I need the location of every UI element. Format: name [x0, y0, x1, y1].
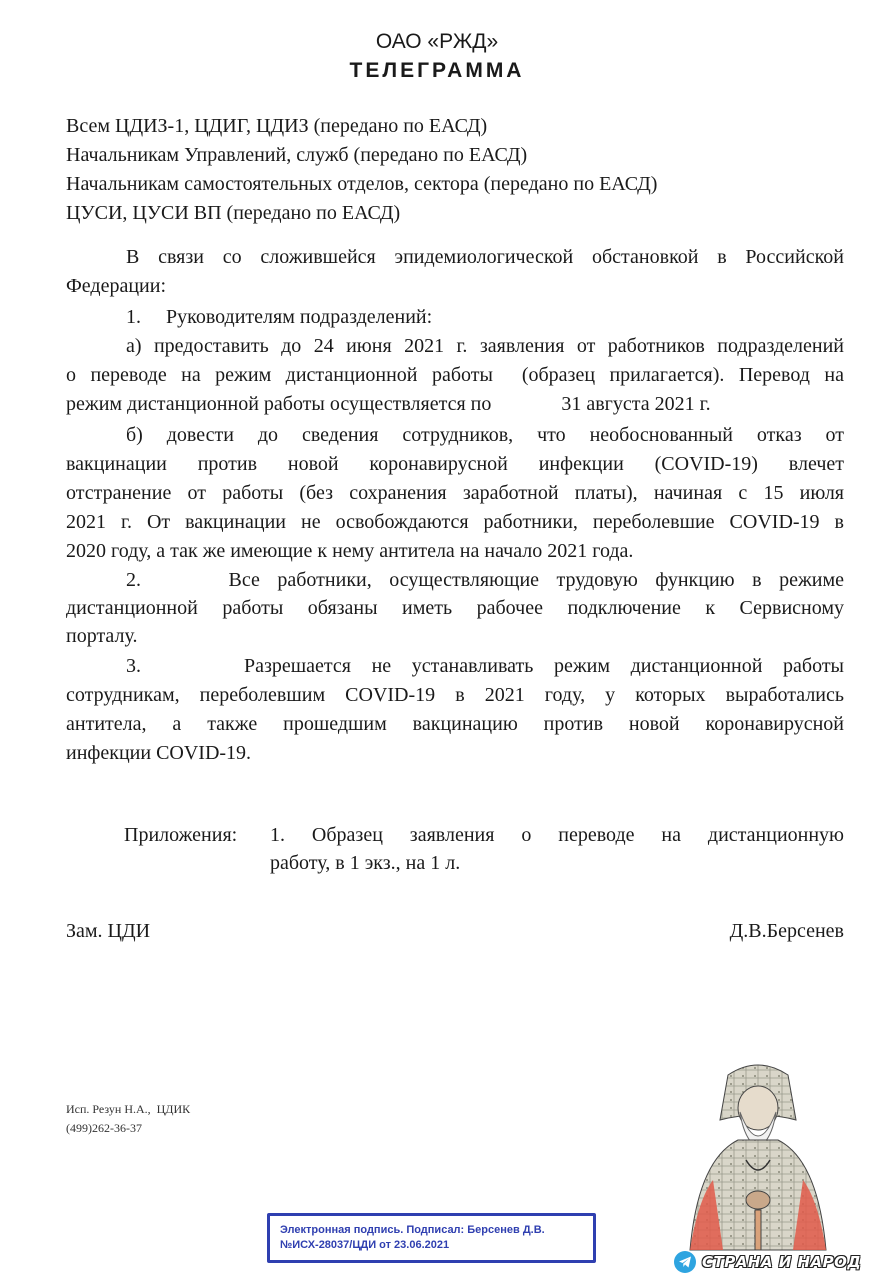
item-1b-line: 2020 году, а так же имеющие к нему антитела на начало 2021 года. [66, 540, 634, 562]
item-2-line: дистанционной работы обязаны иметь рабочее подключение к Сервисному [66, 597, 844, 619]
watermark-channel-label [674, 1249, 870, 1275]
item-2-line: 2. Все работники, осуществляющие трудовую функцию в режиме [126, 569, 844, 591]
item-2-line: порталу. [66, 625, 138, 647]
item-3-line: 3. Разрешается не устанавливать режим дистанционной работы [126, 655, 844, 677]
item-1a-line: режим дистанционной работы осуществляется по 31 августа 2021 г. [66, 393, 711, 415]
telegram-icon [674, 1251, 696, 1273]
electronic-signature-stamp [267, 1213, 596, 1263]
annex-item-line: работу, в 1 экз., на 1 л. [270, 852, 461, 874]
document-type-title: ТЕЛЕГРАММА [349, 59, 525, 82]
stamp-signer-line: Электронная подпись. Подписал: Берсенев Д.В. [280, 1224, 545, 1236]
item-1b-line: б) довести до сведения сотрудников, что необоснованный отказ от [126, 424, 844, 446]
item-1a-line: о переводе на режим дистанционной работы (образец прилагается). Перевод на [66, 364, 844, 386]
item-1a-line: а) предоставить до 24 июня 2021 г. заявления от работников подразделений [126, 335, 844, 357]
organization-name: ОАО «РЖД» [375, 30, 499, 53]
item-3-line: сотрудникам, переболевшим COVID-19 в 2021 году, у которых выработались [66, 684, 844, 706]
item-3-line: антитела, а также прошедшим вакцинацию против новой коронавирусной [66, 713, 844, 735]
intro-line: В связи со сложившейся эпидемиологической обстановкой в Российской [126, 246, 844, 268]
stamp-document-number: №ИСХ-28037/ЦДИ от 23.06.2021 [280, 1239, 450, 1251]
annex-label: Приложения: [124, 824, 238, 846]
addressee-line: Начальникам Управлений, служб (передано по ЕАСД) [66, 144, 528, 166]
item-1-heading: 1. Руководителям подразделений: [126, 306, 433, 328]
executor-phone: (499)262-36-37 [66, 1121, 142, 1135]
executor-name: Исп. Резун Н.А., ЦДИК [66, 1102, 191, 1116]
item-3-line: инфекции COVID-19. [66, 742, 252, 764]
intro-line: Федерации: [66, 275, 167, 297]
watermark-figure-illustration [668, 1050, 848, 1255]
addressee-line: Начальникам самостоятельных отделов, сектора (передано по ЕАСД) [66, 173, 658, 195]
item-1b-line: отстранение от работы (без сохранения заработной платы), начиная с 15 июля [66, 482, 844, 504]
signer-name: Д.В.Берсенев [729, 920, 844, 942]
addressee-line: Всем ЦДИЗ-1, ЦДИГ, ЦДИЗ (передано по ЕАСД) [66, 115, 488, 137]
annex-item-line: 1. Образец заявления о переводе на дистанционную [270, 824, 844, 846]
signer-position: Зам. ЦДИ [66, 920, 151, 942]
addressee-line: ЦУСИ, ЦУСИ ВП (передано по ЕАСД) [66, 202, 401, 224]
item-1b-line: вакцинации против новой коронавирусной инфекции (COVID-19) влечет [66, 453, 844, 475]
item-1b-line: 2021 г. От вакцинации не освобождаются работники, переболевшие COVID-19 в [66, 511, 844, 533]
channel-name: СТРАНА И НАРОД [702, 1253, 862, 1271]
